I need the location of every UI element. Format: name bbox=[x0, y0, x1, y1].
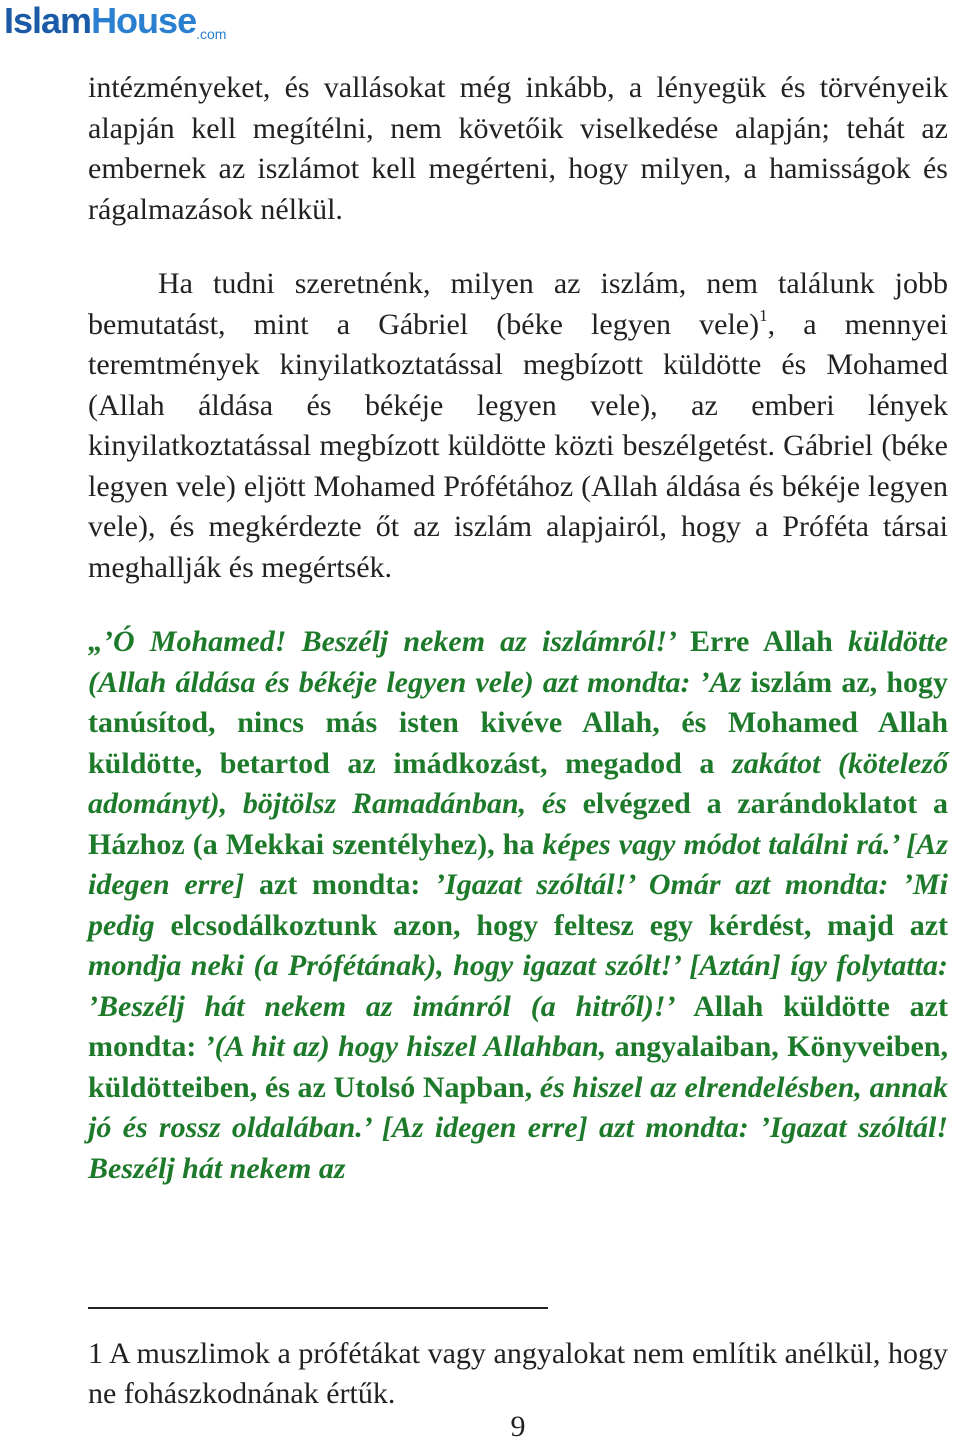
footnote-separator bbox=[88, 1307, 548, 1309]
hadith-segment: küldötte (Allah áldása és békéje legyen vele) azt mondta: ’Az bbox=[88, 625, 948, 699]
hadith-segment: iszlám az, hogy tanúsítod, nincs más isten kivéve Allah, és Mohamed Allah küldötte, betartod az imádkozást, megadod a bbox=[88, 665, 949, 780]
hadith-segment: ’Igazat szóltál!’ Omár azt mondta: ’Mi pedig bbox=[88, 868, 948, 942]
page-number: 9 bbox=[510, 1410, 526, 1443]
footnote-ref: 1 bbox=[759, 305, 768, 325]
footnote: 1 A muszlimok a prófétákat vagy angyalokat nem említik anélkül, hogy ne fohászkodnának értűk. bbox=[88, 1337, 948, 1410]
hadith-segment: Erre Allah bbox=[689, 625, 848, 658]
hadith-segment: elcsodálkoztunk azon, hogy feltesz egy kérdést, majd azt bbox=[170, 908, 948, 942]
islamhouse-logo bbox=[4, 2, 226, 40]
hadith-segment: Allah küldötte azt mondta: bbox=[88, 989, 948, 1063]
hadith-segment: angyalaiban, Könyveiben, küldötteiben, és az Utolsó Napban, bbox=[88, 1030, 949, 1104]
logo-text-com: .com bbox=[196, 26, 227, 42]
page-body bbox=[88, 68, 948, 1189]
hadith-segment: mondja neki (a Prófétának), hogy igazat szólt!’ [Aztán] így folytatta: ’Beszélj hát nekem az imánról (a hitről)!’ bbox=[88, 949, 948, 1023]
paragraph-1: intézményeket, és vallásokat még inkább, a lényegük és törvényeik alapján kell megítélni, nem követőik viselkedése alapján; tehát az embernek az iszlámot kell megérteni, hogy milyen, a hamisságok és rágalmazások nélkül. bbox=[88, 71, 948, 226]
hadith-segment: képes vagy módot találni rá.’ [Az idegen erre] bbox=[88, 827, 948, 901]
paragraph-2-text-a: Ha tudni szeretnénk, milyen az iszlám, nem találunk jobb bemutatást, mint a Gábriel (béke legyen vele) bbox=[88, 267, 948, 341]
logo-text-house: House bbox=[91, 0, 197, 41]
logo-text-islam: Islam bbox=[4, 0, 92, 41]
hadith-segment: és hiszel az elrendelésben, annak jó és rossz oldalában.’ [Az idegen erre] azt mondta: ’Igazat szóltál! Beszélj hát nekem az bbox=[88, 1070, 948, 1185]
paragraph-2-text-b: , a mennyei teremtmények kinyilatkoztatással megbízott küldötte és Mohamed (Allah áldása és békéje legyen vele), az emberi lények kinyilatkoztatással megbízott küldötte közti beszélgetést. Gábriel (béke legyen vele) eljött Mohamed Prófétához (Allah áldása és békéje legyen vele), és megkérdezte őt az iszlám alapjairól, hogy a Próféta társai meghallják és megértsék. bbox=[88, 307, 948, 584]
hadith-segment: elvégzed a zarándoklatot a Házhoz (a Mekkai szentélyhez), ha bbox=[88, 787, 949, 861]
hadith-quote-paragraph bbox=[88, 622, 948, 1189]
hadith-segment: ’(A hit az) hogy hiszel Allahban, bbox=[204, 1030, 615, 1063]
paragraph-2 bbox=[88, 264, 948, 588]
hadith-segment: azt mondta: bbox=[259, 868, 436, 901]
hadith-segment: „’Ó Mohamed! Beszélj nekem az iszlámról!’ bbox=[88, 625, 690, 658]
hadith-segment: zakátot (kötelező adományt), böjtölsz Ramadánban, és bbox=[88, 746, 948, 820]
